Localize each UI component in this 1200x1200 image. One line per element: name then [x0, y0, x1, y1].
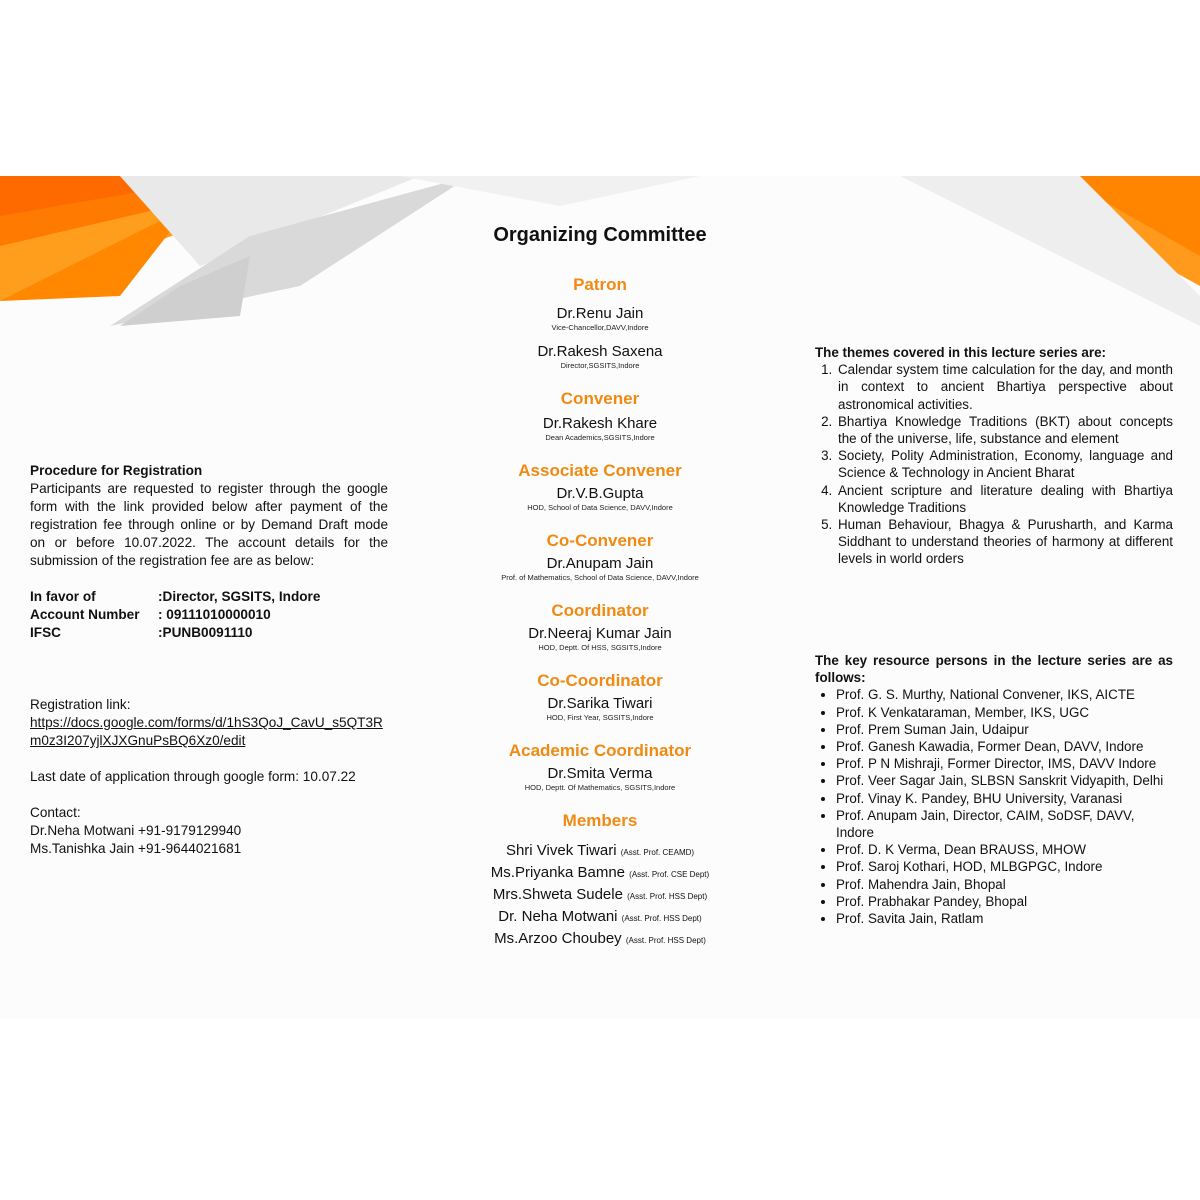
convener-block	[455, 389, 745, 443]
person-name: Dr.Smita Verma	[547, 765, 653, 782]
person-designation: Director,SGSITS,Indore	[560, 361, 640, 370]
resource-persons-section	[815, 652, 1173, 927]
person-name: Dr.Sarika Tiwari	[547, 695, 653, 712]
resource-person-item: • Prof. Mahendra Jain, Bhopal	[836, 876, 1173, 893]
role-heading: Convener	[560, 389, 640, 408]
registration-heading: Procedure for Registration	[30, 463, 203, 478]
account-row	[30, 588, 388, 606]
person-designation: HOD, First Year, SGSITS,Indore	[546, 713, 654, 722]
member-item	[455, 929, 745, 951]
role-heading: Co-Convener	[546, 531, 654, 550]
person-name: Dr.Rakesh Saxena	[537, 343, 663, 360]
resource-person-item: • Prof. Vinay K. Pandey, BHU University, Varanasi	[836, 790, 1173, 807]
organizing-committee	[455, 224, 745, 965]
member-name: Ms.Arzoo Choubey	[494, 930, 622, 947]
committee-title: Organizing Committee	[493, 224, 707, 246]
registration-body: Participants are requested to register through the google form with the link provided below after payment of the registration fee through online or by Demand Draft mode on or before 10.07.2022. The account details for the submission of the registration fee are as below:	[30, 481, 388, 568]
patron-block	[455, 275, 745, 371]
coordinator-block	[455, 601, 745, 653]
resource-person-item: • Prof. Ganesh Kawadia, Former Dean, DAVV, Indore	[836, 738, 1173, 755]
member-name: Mrs.Shweta Sudele	[492, 886, 623, 903]
resource-persons-heading: The key resource persons in the lecture series are as follows:	[815, 653, 1173, 686]
person-name: Dr.Anupam Jain	[546, 555, 654, 572]
member-designation: (Asst. Prof. HSS Dept)	[625, 936, 706, 945]
person-designation: HOD, Deptt. Of Mathematics, SGSITS,Indore	[524, 783, 676, 792]
contact-item: Ms.Tanishka Jain +91-9644021681	[30, 841, 242, 856]
resource-person-item: • Prof. P N Mishraji, Former Director, IMS, DAVV Indore	[836, 755, 1173, 772]
person-name: Dr.V.B.Gupta	[556, 485, 644, 502]
last-date: Last date of application through google form: 10.07.22	[30, 769, 356, 784]
person-name: Dr.Renu Jain	[556, 305, 644, 322]
account-details	[30, 588, 388, 642]
member-item	[455, 885, 745, 907]
resource-person-item: • Prof. Prem Suman Jain, Udaipur	[836, 721, 1173, 738]
member-name: Ms.Priyanka Bamne	[490, 864, 625, 881]
member-designation: (Asst. Prof. CSE Dept)	[629, 870, 710, 879]
resource-person-item: • Prof. G. S. Murthy, National Convener, IKS, AICTE	[836, 686, 1173, 703]
person-designation: Prof. of Mathematics, School of Data Science, DAVV,Indore	[501, 573, 699, 582]
member-designation: (Asst. Prof. HSS Dept)	[621, 914, 702, 923]
person-designation: Vice-Chancellor,DAVV,Indore	[551, 323, 649, 332]
resource-person-item: • Prof. Saroj Kothari, HOD, MLBGPGC, Indore	[836, 858, 1173, 875]
co-coordinator-block	[455, 671, 745, 723]
account-value: :Director, SGSITS, Indore	[158, 589, 321, 604]
role-heading: Coordinator	[551, 601, 649, 620]
theme-item: 3. Society, Polity Administration, Economy, language and Science & Technology in Ancient Bharat	[836, 447, 1173, 481]
themes-section	[815, 344, 1173, 568]
theme-item: 5. Human Behaviour, Bhagya & Purusharth, and Karma Siddhant to understand theories of harmony at different levels in world orders	[836, 516, 1173, 568]
resource-person-item: • Prof. Veer Sagar Jain, SLBSN Sanskrit Vidyapith, Delhi	[836, 772, 1173, 789]
registration-link[interactable]: https://docs.google.com/forms/d/1hS3QoJ_CavU_s5QT3Rm0z3I207yjlXJXGnuPsBQ6Xz0/edit	[30, 715, 383, 748]
member-name: Shri Vivek Tiwari	[505, 842, 617, 859]
resource-person-item: • Prof. Prabhakar Pandey, Bhopal	[836, 893, 1173, 910]
account-row	[30, 624, 388, 642]
account-label: In favor of	[30, 589, 96, 604]
co-convener-block	[455, 531, 745, 583]
role-heading: Co-Coordinator	[537, 671, 663, 690]
member-item	[455, 907, 745, 929]
member-item	[455, 863, 745, 885]
theme-item: 1. Calendar system time calculation for the day, and month in context to ancient Bhartiya perspective about astronomical activities.	[836, 361, 1173, 413]
contact-label: Contact:	[30, 805, 81, 820]
role-heading: Patron	[573, 275, 627, 294]
resource-persons-list	[815, 686, 1173, 927]
themes-heading: The themes covered in this lecture series are:	[815, 345, 1106, 360]
member-designation: (Asst. Prof. CEAMD)	[620, 848, 695, 857]
person-name: Dr.Neeraj Kumar Jain	[528, 625, 672, 642]
theme-item: 2. Bhartiya Knowledge Traditions (BKT) about concepts the of the universe, life, substance and element	[836, 413, 1173, 447]
resource-person-item: • Prof. Anupam Jain, Director, CAIM, SoDSF, DAVV, Indore	[836, 807, 1173, 841]
account-label: IFSC	[30, 625, 61, 640]
member-item	[455, 841, 745, 863]
role-heading: Academic Coordinator	[508, 741, 692, 760]
person-designation: HOD, School of Data Science, DAVV,Indore	[527, 503, 673, 512]
resource-person-item: • Prof. Savita Jain, Ratlam	[836, 910, 1173, 927]
person-designation: HOD, Deptt. Of HSS, SGSITS,Indore	[538, 643, 662, 652]
person-designation: Dean Academics,SGSITS,Indore	[545, 433, 655, 442]
member-designation: (Asst. Prof. HSS Dept)	[627, 892, 708, 901]
account-label: Account Number	[30, 607, 140, 622]
resource-person-item: • Prof. D. K Verma, Dean BRAUSS, MHOW	[836, 841, 1173, 858]
member-name: Dr. Neha Motwani	[498, 908, 618, 925]
themes-list	[815, 361, 1173, 567]
registration-section	[30, 462, 388, 858]
person-name: Dr.Rakesh Khare	[542, 415, 658, 432]
account-value: :PUNB0091110	[158, 625, 253, 640]
role-heading: Associate Convener	[518, 461, 682, 480]
resource-person-item: • Prof. K Venkataraman, Member, IKS, UGC	[836, 704, 1173, 721]
academic-coordinator-block	[455, 741, 745, 793]
account-row	[30, 606, 388, 624]
account-value: : 09111010000010	[158, 607, 271, 622]
contact-item: Dr.Neha Motwani +91-9179129940	[30, 823, 242, 838]
role-heading: Members	[562, 811, 638, 830]
members-block	[455, 811, 745, 951]
registration-link-label: Registration link:	[30, 697, 131, 712]
associate-convener-block	[455, 461, 745, 513]
theme-item: 4. Ancient scripture and literature dealing with Bhartiya Knowledge Traditions	[836, 482, 1173, 516]
